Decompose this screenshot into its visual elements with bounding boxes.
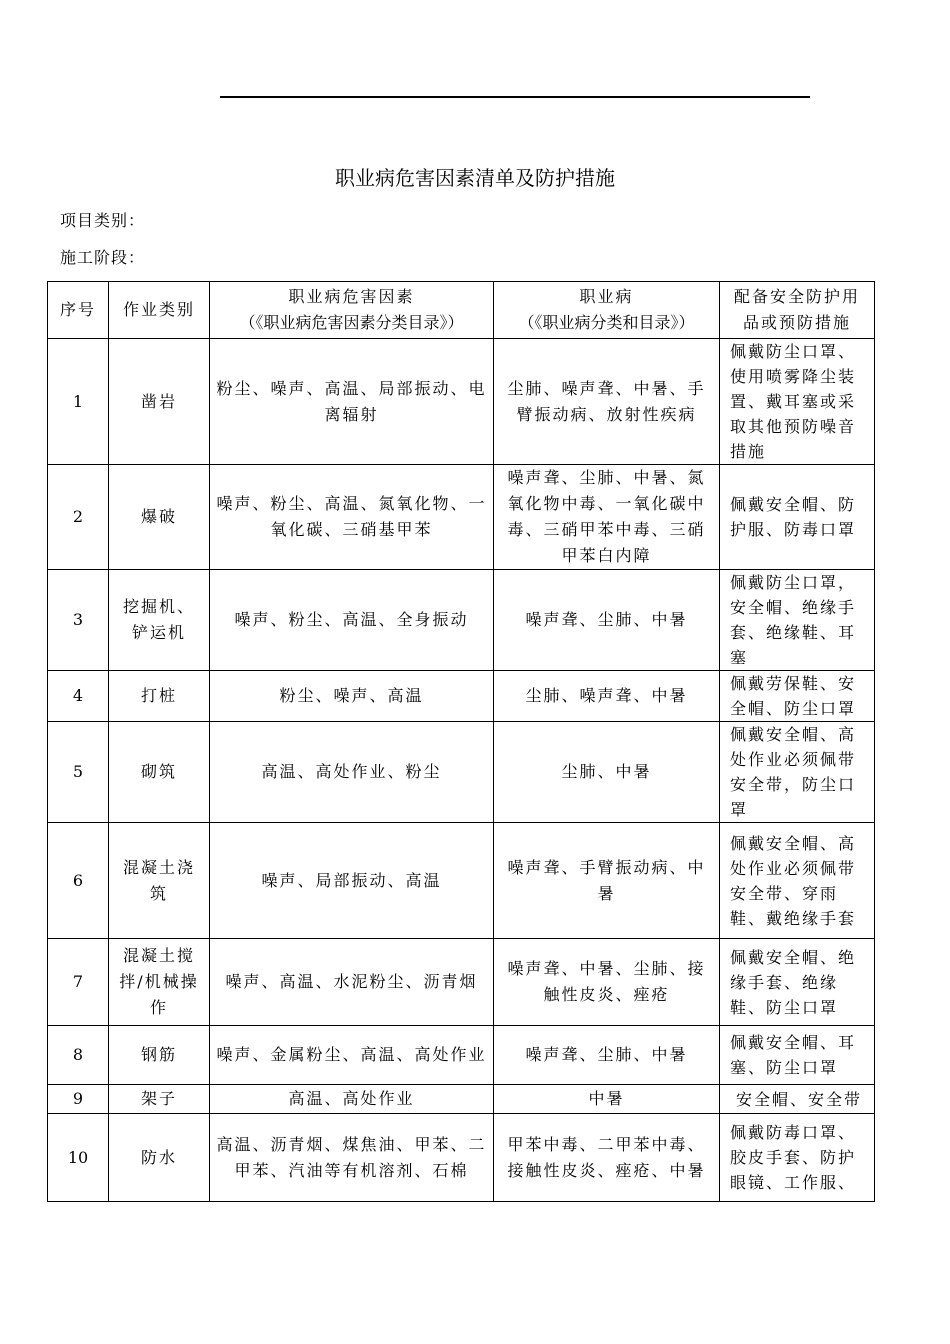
header-hazards-line2: （《职业病危害因素分类目录》） [239, 313, 464, 332]
row-protection: 佩戴安全帽、高处作业必须佩带安全带、穿雨鞋、戴绝缘手套 [720, 823, 875, 939]
row-protection: 佩戴劳保鞋、安全帽、防尘口罩 [720, 671, 875, 722]
row-work-type: 混凝土浇筑 [109, 823, 210, 939]
row-hazards: 噪声、局部振动、高温 [210, 823, 494, 939]
row-protection: 佩戴防尘口罩、使用喷雾降尘装置、戴耳塞或采取其他预防噪音措施 [720, 339, 875, 465]
table-row [48, 939, 875, 1026]
row-hazards: 噪声、粉尘、高温、氮氧化物、一氧化碳、三硝基甲苯 [210, 465, 494, 570]
row-work-type: 混凝土搅拌/机械操作 [109, 939, 210, 1026]
row-hazards: 高温、高处作业 [210, 1085, 494, 1114]
construction-stage-label: 施工阶段： [60, 248, 146, 267]
row-seq: 3 [48, 570, 109, 671]
row-seq: 9 [48, 1085, 109, 1114]
row-work-type: 防水 [109, 1114, 210, 1202]
row-work-type: 挖掘机、铲运机 [109, 570, 210, 671]
row-seq: 1 [48, 339, 109, 465]
table-row [48, 823, 875, 939]
row-protection: 安全帽、安全带 [720, 1085, 875, 1114]
row-protection: 佩戴防尘口罩，安全帽、绝缘手套、绝缘鞋、耳塞 [720, 570, 875, 671]
table-row [48, 339, 875, 465]
header-diseases-line1: 职业病 [579, 287, 634, 306]
row-diseases: 尘肺、噪声聋、中暑、手臂振动病、放射性疾病 [494, 339, 720, 465]
row-work-type: 钢筋 [109, 1026, 210, 1085]
row-protection: 佩戴安全帽、防护服、防毒口罩 [720, 465, 875, 570]
header-diseases [494, 282, 720, 339]
row-hazards: 高温、沥青烟、煤焦油、甲苯、二甲苯、汽油等有机溶剂、石棉 [210, 1114, 494, 1202]
row-seq: 4 [48, 671, 109, 722]
row-seq: 6 [48, 823, 109, 939]
row-work-type: 砌筑 [109, 722, 210, 823]
header-work-type: 作业类别 [109, 282, 210, 339]
row-protection: 佩戴防毒口罩、胶皮手套、防护眼镜、工作服、 [720, 1114, 875, 1202]
row-hazards: 粉尘、噪声、高温、局部振动、电离辐射 [210, 339, 494, 465]
row-protection: 佩戴安全帽、绝缘手套、绝缘鞋、防尘口罩 [720, 939, 875, 1026]
header-diseases-line2: （《职业病分类和目录》） [518, 313, 695, 332]
row-hazards: 噪声、金属粉尘、高温、高处作业 [210, 1026, 494, 1085]
row-seq: 10 [48, 1114, 109, 1202]
row-work-type: 架子 [109, 1085, 210, 1114]
table-row [48, 1026, 875, 1085]
row-protection: 佩戴安全帽、高处作业必须佩带安全带，防尘口罩 [720, 722, 875, 823]
row-hazards: 噪声、高温、水泥粉尘、沥青烟 [210, 939, 494, 1026]
row-diseases: 噪声聋、尘肺、中暑、氮氧化物中毒、一氧化碳中毒、三硝甲苯中毒、三硝甲苯白内障 [494, 465, 720, 570]
table-row [48, 465, 875, 570]
row-diseases: 尘肺、中暑 [494, 722, 720, 823]
row-hazards: 粉尘、噪声、高温 [210, 671, 494, 722]
row-diseases: 噪声聋、尘肺、中暑 [494, 570, 720, 671]
row-seq: 2 [48, 465, 109, 570]
document-title: 职业病危害因素清单及防护措施 [335, 166, 615, 190]
header-rule [220, 96, 810, 98]
header-protection-line1: 配备安全防护用 [733, 287, 860, 306]
row-diseases: 甲苯中毒、二甲苯中毒、接触性皮炎、痤疮、中暑 [494, 1114, 720, 1202]
header-hazards-line1: 职业病危害因素 [288, 287, 415, 306]
row-work-type: 爆破 [109, 465, 210, 570]
row-hazards: 高温、高处作业、粉尘 [210, 722, 494, 823]
header-protection-line2: 品或预防措施 [742, 313, 851, 332]
row-diseases: 噪声聋、中暑、尘肺、接触性皮炎、痤疮 [494, 939, 720, 1026]
row-seq: 5 [48, 722, 109, 823]
row-diseases: 噪声聋、手臂振动病、中暑 [494, 823, 720, 939]
table-header-row [48, 282, 875, 339]
row-protection: 佩戴安全帽、耳塞、防尘口罩 [720, 1026, 875, 1085]
table-row [48, 570, 875, 671]
header-protection [720, 282, 875, 339]
table-row [48, 722, 875, 823]
table-row [48, 671, 875, 722]
hazard-table [47, 281, 875, 1202]
table-row [48, 1085, 875, 1114]
row-hazards: 噪声、粉尘、高温、全身振动 [210, 570, 494, 671]
header-hazards [210, 282, 494, 339]
row-work-type: 打桩 [109, 671, 210, 722]
row-seq: 8 [48, 1026, 109, 1085]
project-type-label: 项目类别： [60, 211, 146, 230]
row-seq: 7 [48, 939, 109, 1026]
row-diseases: 尘肺、噪声聋、中暑 [494, 671, 720, 722]
table-row [48, 1114, 875, 1202]
row-diseases: 中暑 [494, 1085, 720, 1114]
header-seq: 序号 [48, 282, 109, 339]
row-work-type: 凿岩 [109, 339, 210, 465]
row-diseases: 噪声聋、尘肺、中暑 [494, 1026, 720, 1085]
